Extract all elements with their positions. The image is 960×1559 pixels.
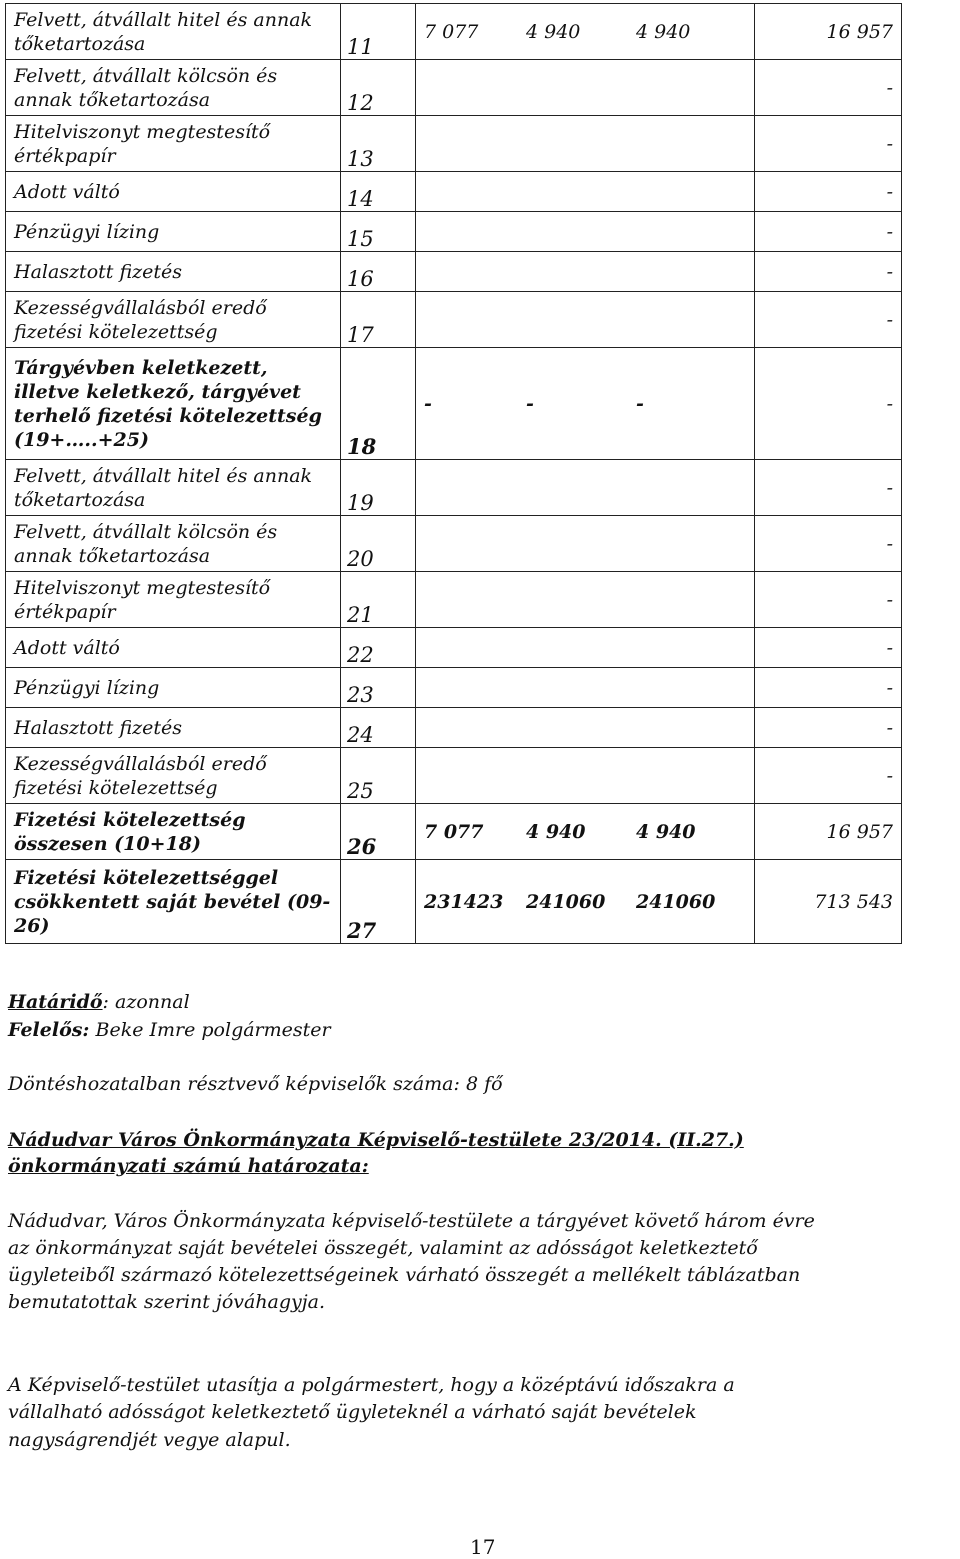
row-values [416, 212, 755, 252]
row-label: Halasztott fizetés [6, 708, 341, 748]
table-row [6, 460, 902, 516]
value-v1: - [424, 392, 432, 415]
row-total: - [755, 668, 902, 708]
row-label: Felvett, átvállalt kölcsön és annak tőketartozása [6, 60, 341, 116]
row-label: Tárgyévben keletkezett, illetve keletkező, tárgyévet terhelő fizetési kötelezettség (19+…..+25) [6, 348, 341, 460]
row-values [416, 60, 755, 116]
value-v3: 241060 [636, 890, 716, 913]
row-values [416, 252, 755, 292]
row-number: 17 [341, 292, 416, 348]
row-number: 21 [341, 572, 416, 628]
row-label: Felvett, átvállalt kölcsön és annak tőketartozása [6, 516, 341, 572]
para1-line: ügyleteiből származó kötelezettségeinek várható összegét a mellékelt táblázatban [8, 1264, 801, 1286]
row-total: 713 543 [755, 860, 902, 944]
row-total: - [755, 572, 902, 628]
value-v1: 7 077 [424, 820, 484, 843]
row-label: Kezességvállalásból eredő fizetési kötelezettség [6, 292, 341, 348]
row-values [416, 292, 755, 348]
responsible-label: Felelős: [8, 1019, 90, 1041]
row-total: - [755, 516, 902, 572]
value-v1: 231423 [424, 890, 504, 913]
row-label: Pénzügyi lízing [6, 668, 341, 708]
value-v3: 4 940 [636, 820, 696, 843]
row-total: - [755, 460, 902, 516]
para1-line: az önkormányzat saját bevételei összegét, valamint az adósságot keletkeztető [8, 1237, 758, 1259]
para2-line: A Képviselő-testület utasítja a polgármestert, hogy a középtávú időszakra a [8, 1374, 735, 1396]
row-total: - [755, 628, 902, 668]
row-number: 22 [341, 628, 416, 668]
value-v3: 4 940 [636, 20, 691, 43]
para2-line: vállalható adósságot keletkeztető ügyleteknél a várható saját bevételek [8, 1401, 697, 1423]
table-row [6, 804, 902, 860]
row-values [416, 172, 755, 212]
row-label: Hitelviszonyt megtestesítő értékpapír [6, 116, 341, 172]
row-values [416, 668, 755, 708]
row-number: 12 [341, 60, 416, 116]
value-v2: 4 940 [526, 820, 586, 843]
debt-table [5, 3, 902, 944]
para1-line: Nádudvar, Város Önkormányzata képviselő-testülete a tárgyévet követő három évre [8, 1210, 815, 1232]
table-row [6, 516, 902, 572]
row-total: - [755, 60, 902, 116]
resolution-title-line1: Nádudvar Város Önkormányzata Képviselő-testülete 23/2014. (II.27.) [8, 1129, 744, 1151]
row-number: 25 [341, 748, 416, 804]
row-number: 24 [341, 708, 416, 748]
row-values [416, 348, 755, 460]
table-row [6, 4, 902, 60]
row-values [416, 116, 755, 172]
para2-line: nagyságrendjét vegye alapul. [8, 1429, 291, 1451]
page-number: 17 [470, 1535, 496, 1559]
row-label: Adott váltó [6, 628, 341, 668]
row-label: Pénzügyi lízing [6, 212, 341, 252]
table-row [6, 212, 902, 252]
value-v2: 241060 [526, 890, 606, 913]
row-number: 15 [341, 212, 416, 252]
table-row [6, 572, 902, 628]
row-total: - [755, 116, 902, 172]
row-values [416, 804, 755, 860]
row-total: - [755, 252, 902, 292]
row-total: - [755, 748, 902, 804]
table-row [6, 116, 902, 172]
value-v2: - [526, 392, 534, 415]
table-row [6, 252, 902, 292]
row-label: Halasztott fizetés [6, 252, 341, 292]
table-row [6, 60, 902, 116]
value-v2: 4 940 [526, 20, 581, 43]
row-label: Hitelviszonyt megtestesítő értékpapír [6, 572, 341, 628]
table-row [6, 292, 902, 348]
row-label: Felvett, átvállalt hitel és annak tőketartozása [6, 4, 341, 60]
row-values [416, 748, 755, 804]
row-values [416, 708, 755, 748]
table-row [6, 860, 902, 944]
deadline-value: : azonnal [102, 991, 190, 1013]
row-label: Fizetési kötelezettség összesen (10+18) [6, 804, 341, 860]
row-number: 19 [341, 460, 416, 516]
para1-line: bemutatottak szerint jóváhagyja. [8, 1291, 326, 1313]
value-v1: 7 077 [424, 20, 479, 43]
row-total: - [755, 708, 902, 748]
row-number: 23 [341, 668, 416, 708]
row-total: - [755, 212, 902, 252]
row-number: 13 [341, 116, 416, 172]
table-row [6, 748, 902, 804]
row-number: 26 [341, 804, 416, 860]
row-total: - [755, 172, 902, 212]
row-label: Adott váltó [6, 172, 341, 212]
resolution-title-line2: önkormányzati számú határozata: [8, 1155, 369, 1177]
table-row [6, 668, 902, 708]
row-values [416, 516, 755, 572]
responsible-value: Beke Imre polgármester [89, 1019, 331, 1041]
table-row [6, 172, 902, 212]
table-row [6, 708, 902, 748]
table-row [6, 628, 902, 668]
deadline-line [8, 988, 190, 1016]
row-number: 20 [341, 516, 416, 572]
deadline-label: Határidő [8, 991, 103, 1013]
row-label: Fizetési kötelezettséggel csökkentett saját bevétel (09-26) [6, 860, 341, 944]
row-label: Felvett, átvállalt hitel és annak tőketartozása [6, 460, 341, 516]
row-number: 14 [341, 172, 416, 212]
row-total: - [755, 348, 902, 460]
row-values [416, 860, 755, 944]
row-number: 11 [341, 4, 416, 60]
row-values [416, 628, 755, 668]
row-total: - [755, 292, 902, 348]
responsible-line [8, 1016, 331, 1044]
row-values [416, 4, 755, 60]
table-row [6, 348, 902, 460]
row-number: 16 [341, 252, 416, 292]
row-values [416, 460, 755, 516]
voters-line: Döntéshozatalban résztvevő képviselők száma: 8 fő [8, 1073, 503, 1095]
row-values [416, 572, 755, 628]
value-v3: - [636, 392, 644, 415]
row-number: 27 [341, 860, 416, 944]
row-number: 18 [341, 348, 416, 460]
row-total: 16 957 [755, 804, 902, 860]
row-total: 16 957 [755, 4, 902, 60]
row-label: Kezességvállalásból eredő fizetési kötelezettség [6, 748, 341, 804]
